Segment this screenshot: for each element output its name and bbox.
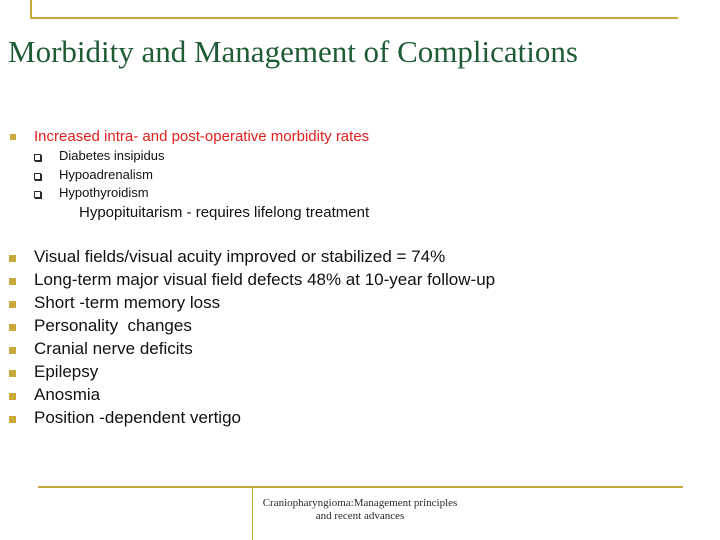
list-item-text: Visual fields/visual acuity improved or stabilized = 74% [34, 247, 446, 266]
bullet-square-icon [9, 255, 16, 262]
bullet-square-icon [9, 278, 16, 285]
checkbox-bullet-icon [34, 173, 41, 180]
sub-item-text: Hypothyroidism [59, 185, 149, 200]
top-rule [30, 17, 678, 19]
slide-title: Morbidity and Management of Complications [8, 34, 578, 69]
list-item-text: Short -term memory loss [34, 293, 221, 312]
note-text: Hypopituitarism - requires lifelong treatment [79, 204, 370, 221]
list-item-text: Cranial nerve deficits [34, 339, 193, 358]
bottom-rule [38, 486, 683, 488]
list-item-text: Position -dependent vertigo [34, 408, 241, 427]
bullet-square-icon [9, 347, 16, 354]
footer-line: Craniopharyngioma:Management principles [262, 497, 458, 509]
bullet-square-icon [9, 393, 16, 400]
bullet-square-icon [9, 301, 16, 308]
checkbox-bullet-icon [34, 191, 41, 198]
bullet-square-icon [9, 416, 16, 423]
bullet-square-icon [9, 324, 16, 331]
checkbox-bullet-icon [34, 154, 41, 161]
intro-bullet-text: Increased intra- and post-operative morbidity rates [34, 128, 370, 145]
list-item-text: Long-term major visual field defects 48% at 10-year follow-up [34, 270, 496, 289]
list-item-text: Personality changes [34, 316, 192, 335]
footer-line: and recent advances [315, 510, 405, 522]
sub-item-text: Hypoadrenalism [59, 167, 153, 182]
list-item-text: Anosmia [34, 385, 101, 404]
bullet-square-icon [9, 370, 16, 377]
list-item-text: Epilepsy [34, 362, 99, 381]
bullet-square-icon [10, 134, 16, 140]
slide-footer [252, 497, 468, 523]
sub-item-text: Diabetes insipidus [59, 148, 165, 163]
